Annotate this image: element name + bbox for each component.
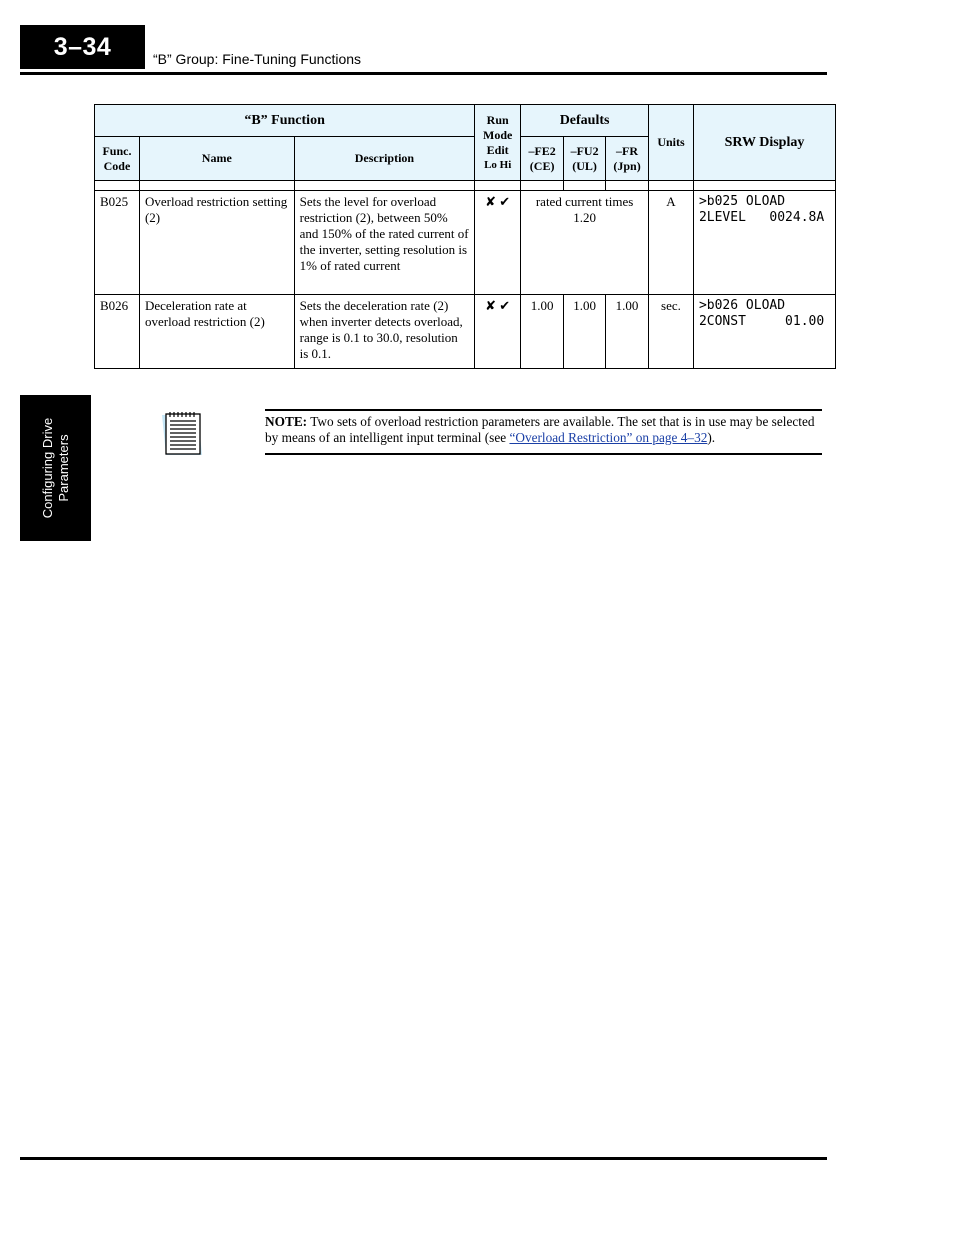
cell-description: Sets the level for overload restriction (2), between 50% and 150% of the rated current of the inverter, setting resolution is 1% of rated current [294,191,475,295]
header-fr-region: (Jpn) [613,158,641,173]
cell-default-fr: 1.00 [606,295,649,369]
header-rule [20,72,827,75]
header-fe2 [521,137,564,181]
header-run-mode-edit [475,105,521,181]
side-tab-line1: Configuring Drive [39,417,55,519]
header-name: Name [139,137,294,181]
cell-func-code: B026 [95,295,140,369]
cell-description: Sets the deceleration rate (2) when inverter detects overload, range is 0.1 to 30.0, resolution is 0.1. [294,295,475,369]
notepad-icon [158,409,204,455]
table-row [95,191,836,295]
header-code: Code [103,158,131,173]
cell-srw-display: >b025 OLOAD 2LEVEL 0024.8A [693,191,835,295]
side-tab-label [40,398,72,538]
header-srw-display: SRW Display [693,105,835,181]
function-table [94,104,836,369]
cell-name: Overload restriction setting (2) [139,191,294,295]
header-run: Run [486,112,509,127]
cell-name: Deceleration rate at overload restriction (2) [139,295,294,369]
note-rule-bottom [265,453,822,455]
cell-srw-display: >b026 OLOAD 2CONST 01.00 [693,295,835,369]
header-fr-code: –FR [616,143,639,158]
cell-default-fu2: 1.00 [564,295,606,369]
header-defaults: Defaults [521,105,649,137]
overload-restriction-link[interactable]: “Overload Restriction” on page 4–32 [509,430,708,445]
cell-run-mode-edit: ✘ ✔ [475,295,521,369]
cell-func-code: B025 [95,191,140,295]
header-fe2-region: (CE) [529,158,555,173]
cell-default-fe2: 1.00 [521,295,564,369]
cell-units: sec. [649,295,694,369]
section-title: “B” Group: Fine-Tuning Functions [153,51,362,67]
header-lo-hi: Lo Hi [484,158,512,171]
header-fu2-code: –FU2 [570,143,599,158]
header-fu2 [564,137,606,181]
header-fe2-code: –FE2 [528,143,556,158]
page-number: 3–34 [20,25,145,69]
header-b-function: “B” Function [95,105,475,137]
cell-run-mode-edit: ✘ ✔ [475,191,521,295]
header-description: Description [294,137,475,181]
header-edit: Edit [486,142,509,157]
chapter-side-tab [20,395,91,541]
header-func-code [95,137,140,181]
header-fu2-region: (UL) [572,158,597,173]
note-block [265,414,825,446]
footer-rule [20,1157,827,1160]
header-gap-row [95,181,836,191]
note-body: Two sets of overload restriction parameters are available. The set that is in use may be selected by means of an intelligent input terminal (see [265,414,815,445]
side-tab-line2: Parameters [55,434,71,502]
cell-defaults-merged: rated current times 1.20 [521,191,649,295]
note-body-end: ). [707,430,716,445]
table-row [95,295,836,369]
note-label: NOTE: [265,414,308,429]
header-fr [606,137,649,181]
cell-units: A [649,191,694,295]
header-units: Units [649,105,694,181]
header-mode: Mode [483,127,513,142]
note-rule-top [265,409,822,411]
header-func: Func. [102,143,132,158]
